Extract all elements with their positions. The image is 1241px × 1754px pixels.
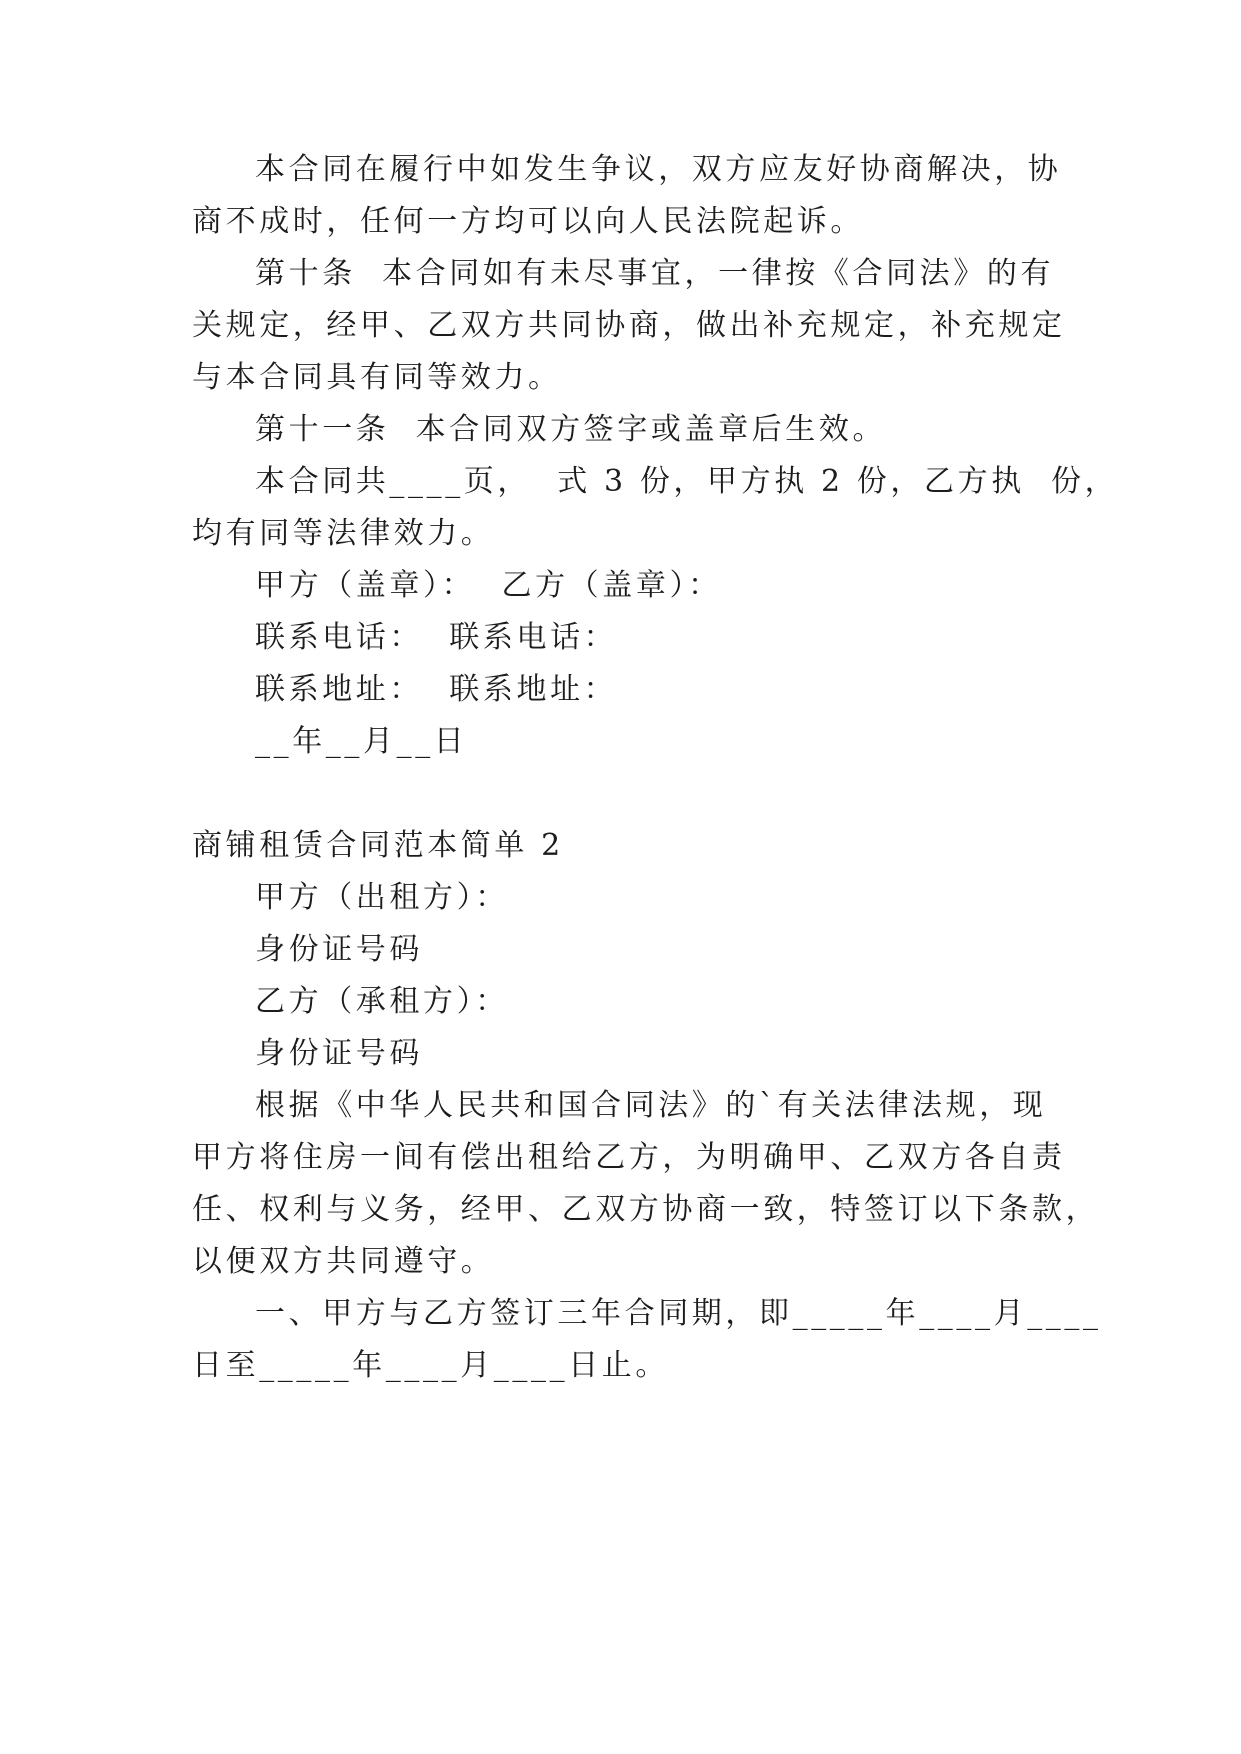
copies-line: 本合同共____页， 式 3 份，甲方执 2 份，乙方执 份， bbox=[255, 464, 1119, 499]
article-11-line: 第十一条 本合同双方签字或盖章后生效。 bbox=[255, 412, 887, 447]
term-line: 日至_____年____月____日止。 bbox=[192, 1348, 669, 1383]
party-a-line: 甲方（出租方）： bbox=[255, 880, 509, 915]
phone-line: 联系电话： 联系电话： bbox=[255, 620, 618, 655]
term-line: 一、甲方与乙方签订三年合同期，即_____年____月____ bbox=[255, 1296, 1102, 1331]
paragraph-line: 与本合同具有同等效力。 bbox=[192, 360, 562, 395]
id-number-line: 身份证号码 bbox=[255, 1036, 423, 1071]
paragraph-line: 商不成时，任何一方均可以向人民法院起诉。 bbox=[192, 204, 864, 239]
paragraph-line: 本合同在履行中如发生争议，双方应友好协商解决，协 bbox=[255, 152, 1062, 187]
date-line: __年__月__日 bbox=[255, 724, 468, 759]
seal-line: 甲方（盖章）： 乙方（盖章）： bbox=[255, 568, 722, 603]
paragraph-line: 以便双方共同遵守。 bbox=[192, 1244, 495, 1279]
paragraph-line: 均有同等法律效力。 bbox=[192, 516, 495, 551]
paragraph-line: 甲方将住房一间有偿出租给乙方，为明确甲、乙双方各自责 bbox=[192, 1140, 1066, 1175]
address-line: 联系地址： 联系地址： bbox=[255, 672, 618, 707]
party-b-line: 乙方（承租方）： bbox=[255, 984, 509, 1019]
section-title: 商铺租赁合同范本简单 2 bbox=[192, 828, 564, 863]
paragraph-line: 任、权利与义务，经甲、乙双方协商一致，特签订以下条款， bbox=[192, 1192, 1100, 1227]
id-number-line: 身份证号码 bbox=[255, 932, 423, 967]
paragraph-line: 关规定，经甲、乙双方共同协商，做出补充规定，补充规定 bbox=[192, 308, 1066, 343]
article-10-line: 第十条 本合同如有未尽事宜，一律按《合同法》的有 bbox=[255, 256, 1055, 291]
paragraph-line: 根据《中华人民共和国合同法》的`有关法律法规，现 bbox=[255, 1088, 1047, 1123]
